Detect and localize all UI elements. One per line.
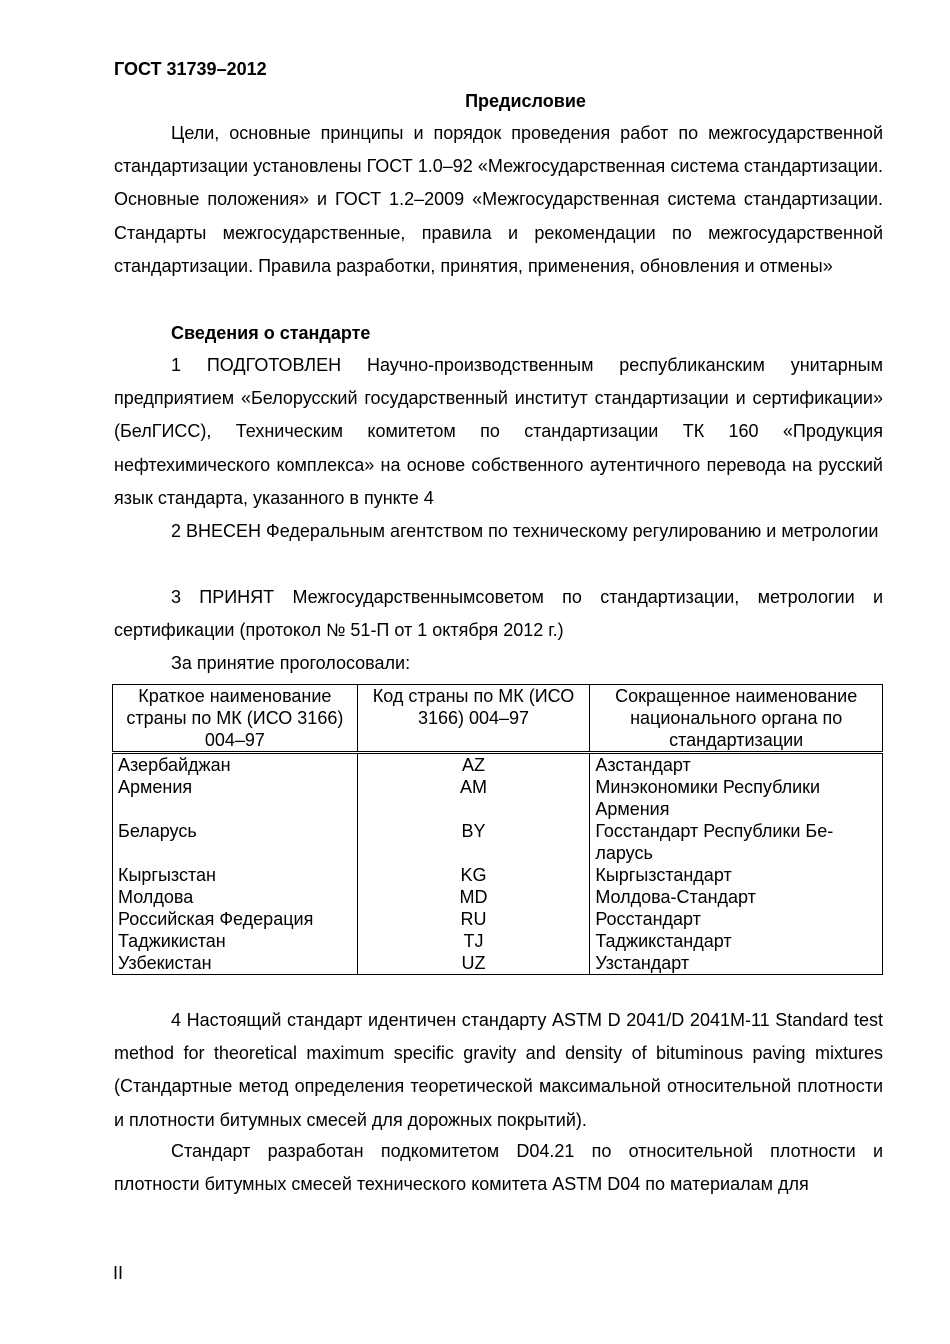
item-3-adopted: 3 ПРИНЯТ Межгосударственнымсоветом по стандартизации, метрологии и сертификации (протокол № 51-П от 1 октября 2012 г.)	[114, 587, 883, 641]
item-4-identical-standard: 4 Настоящий стандарт идентичен стандарту ASTM D 2041/D 2041M-11 Standard test method for theoretical maximum specific gravity and density of bituminous paving mixtures (Стандартные метод определения теоретической максимальной относительной плотности и плотности битумных смесей для дорожных покрытий).	[114, 1010, 883, 1130]
table-row	[113, 908, 883, 930]
country-code: AZ	[357, 753, 590, 777]
table-row	[113, 820, 883, 864]
country-name: Российская Федерация	[113, 908, 358, 930]
national-body: Госстандарт Республики Беларусь	[590, 820, 883, 864]
national-body: Таджикстандарт	[590, 930, 883, 952]
country-code: UZ	[357, 952, 590, 975]
national-body: Узстандарт	[590, 952, 883, 975]
foreword-intro: Цели, основные принципы и порядок проведения работ по межгосударственной стандартизации установлены ГОСТ 1.0–92 «Межгосударственная система стандартизации. Основные положения» и ГОСТ 1.2–2009 «Межгосударственная система стандартизации. Стандарты межгосударственные, правила и рекомендации по межгосударственной стандартизации. Правила разработки, принятия, применения, обновления и отмены»	[114, 123, 883, 276]
column-header-country: Краткое наименование страны по МК (ИСО 3166) 004–97	[113, 685, 358, 753]
country-code: TJ	[357, 930, 590, 952]
country-name: Армения	[113, 776, 358, 820]
table-row	[113, 776, 883, 820]
table-row	[113, 930, 883, 952]
item-2-submitted: 2 ВНЕСЕН Федеральным агентством по техническому регулированию и метрологии	[171, 521, 879, 541]
foreword-title: Предисловие	[465, 91, 586, 111]
table-row	[113, 952, 883, 975]
column-header-national-body: Сокращенное наименование национального органа по стандартизации	[590, 685, 883, 753]
document-code: ГОСТ 31739–2012	[114, 59, 267, 79]
country-name: Беларусь	[113, 820, 358, 864]
country-name: Азербайджан	[113, 753, 358, 777]
country-name: Таджикистан	[113, 930, 358, 952]
country-name: Кыргызстан	[113, 864, 358, 886]
country-name: Узбекистан	[113, 952, 358, 975]
country-code: BY	[357, 820, 590, 864]
national-body: Азстандарт	[590, 753, 883, 777]
item-1-prepared: 1 ПОДГОТОВЛЕН Научно-производственным республиканским унитарным предприятием «Белорусский государственный институт стандартизации и сертификации» (БелГИСС), Техническим комитетом по стандартизации ТК 160 «Продукция нефтехимического комплекса» на основе собственного аутентичного перевода на русский язык стандарта, указанного в пункте 4	[114, 355, 883, 508]
item-4-continuation: Стандарт разработан подкомитетом D04.21 по относительной плотности и плотности битумных смесей технического комитета ASTM D04 по материалам для	[114, 1141, 883, 1195]
table-row	[113, 886, 883, 908]
country-name: Молдова	[113, 886, 358, 908]
country-code: KG	[357, 864, 590, 886]
country-code: MD	[357, 886, 590, 908]
country-code: RU	[357, 908, 590, 930]
table-row	[113, 753, 883, 777]
table-header	[113, 685, 883, 753]
column-header-code: Код страны по МК (ИСО 3166) 004–97	[357, 685, 590, 753]
national-body: Кыргызстандарт	[590, 864, 883, 886]
table-row	[113, 864, 883, 886]
table-body	[113, 753, 883, 975]
national-body: Молдова-Стандарт	[590, 886, 883, 908]
page-number: II	[113, 1263, 124, 1283]
standard-info-title: Сведения о стандарте	[171, 323, 371, 343]
national-body: Минэкономики Республики Армения	[590, 776, 883, 820]
voting-countries-table	[112, 684, 883, 975]
national-body: Росстандарт	[590, 908, 883, 930]
country-code: AM	[357, 776, 590, 820]
vote-label: За принятие проголосовали:	[171, 653, 411, 673]
